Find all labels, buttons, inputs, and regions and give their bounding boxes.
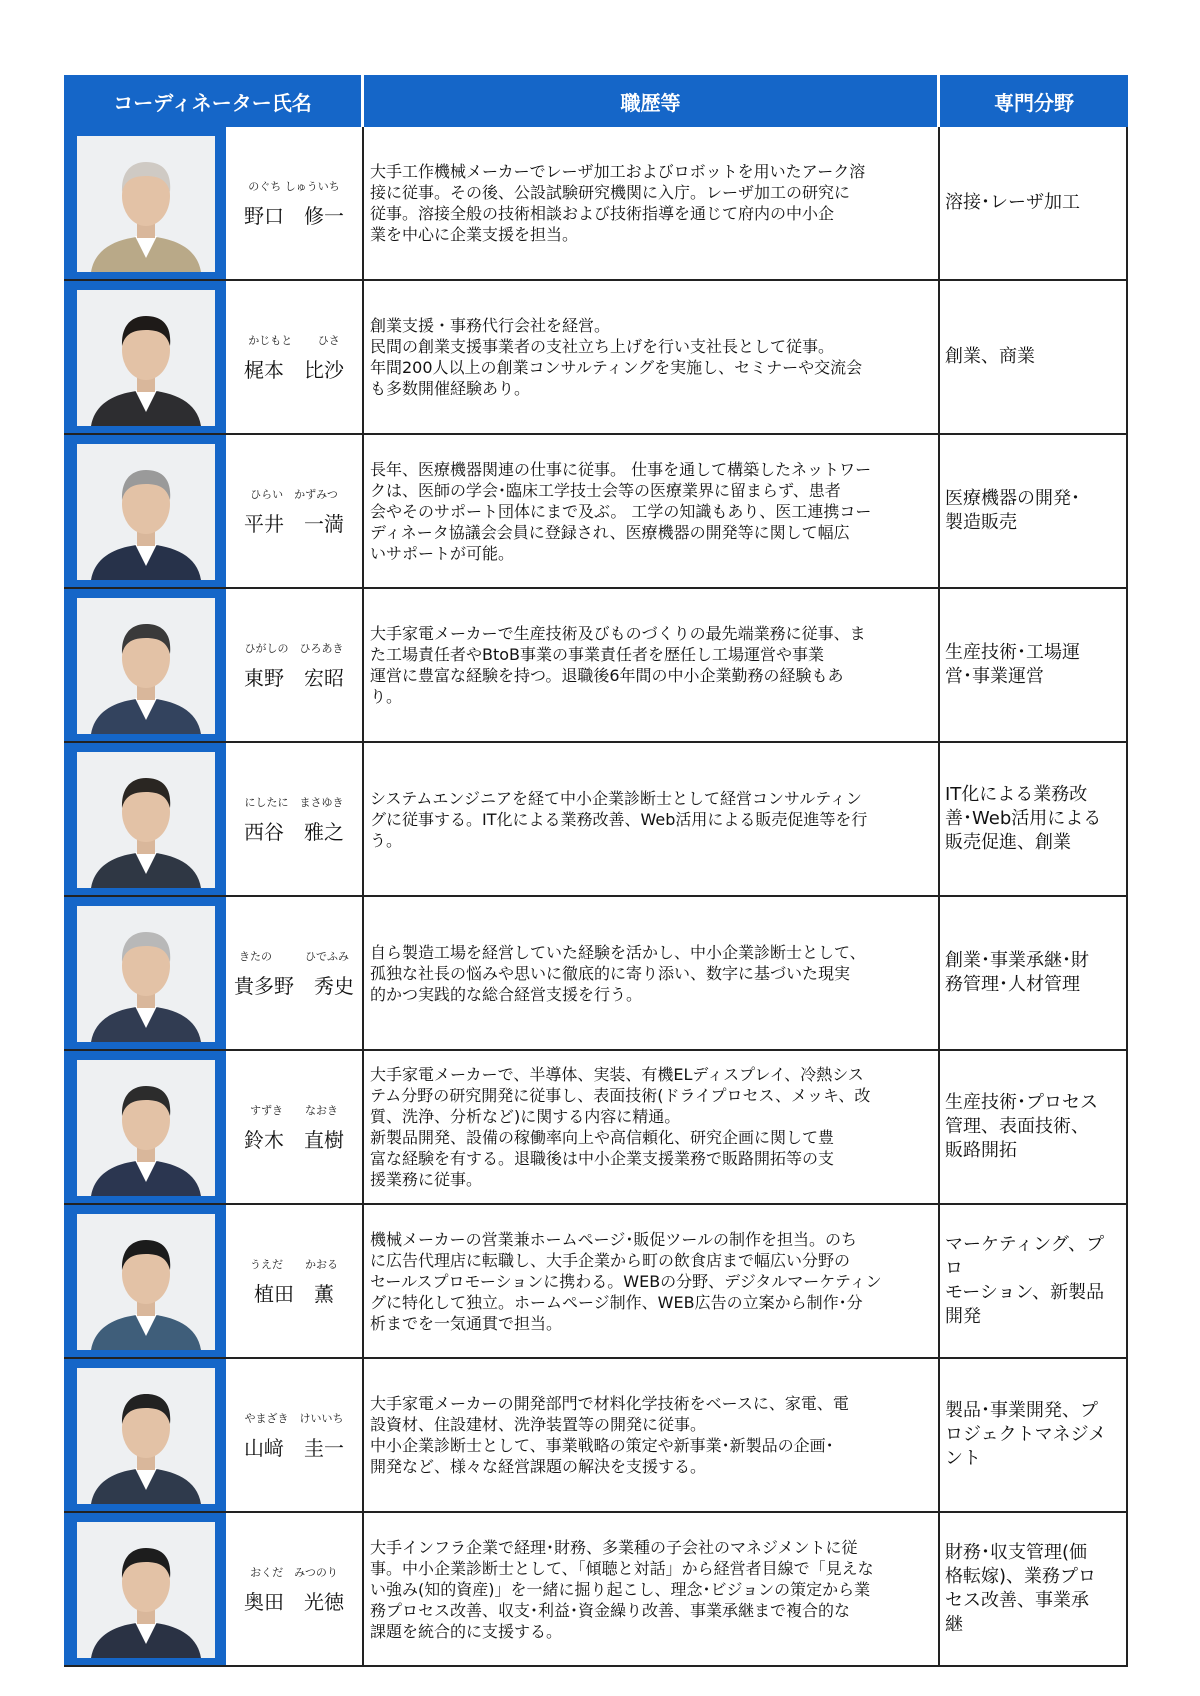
coordinator-name: 植田 薫 xyxy=(254,1281,334,1306)
name-cell xyxy=(226,1513,364,1665)
table-row xyxy=(64,1051,1128,1205)
portrait-photo xyxy=(77,136,215,272)
coordinator-name: 山﨑 圭一 xyxy=(244,1435,344,1460)
photo-cell xyxy=(64,1359,226,1511)
header-career: 職歴等 xyxy=(364,75,940,127)
portrait-photo xyxy=(77,906,215,1042)
specialty-field: 生産技術･プロセス 管理、表面技術、 販路開拓 xyxy=(940,1051,1128,1203)
name-reading: ひらい かずみつ xyxy=(250,487,338,501)
coordinator-table xyxy=(64,75,1128,1667)
coordinator-name: 西谷 雅之 xyxy=(244,819,344,844)
specialty-field: マーケティング、プロ モーション、新製品 開発 xyxy=(940,1205,1128,1357)
name-cell xyxy=(226,1359,364,1511)
person-icon xyxy=(77,1368,215,1504)
table-row xyxy=(64,281,1128,435)
header-name: コーディネーター氏名 xyxy=(64,75,364,127)
person-icon xyxy=(77,752,215,888)
specialty-field: 創業･事業承継･財 務管理･人材管理 xyxy=(940,897,1128,1049)
name-reading: おくだ みつのり xyxy=(250,1565,338,1579)
photo-cell xyxy=(64,1513,226,1665)
portrait-photo xyxy=(77,1522,215,1658)
person-icon xyxy=(77,598,215,734)
photo-cell xyxy=(64,127,226,279)
coordinator-name: 鈴木 直樹 xyxy=(244,1127,344,1152)
portrait-photo xyxy=(77,444,215,580)
person-icon xyxy=(77,1060,215,1196)
name-cell xyxy=(226,589,364,741)
table-row xyxy=(64,1513,1128,1667)
table-header xyxy=(64,75,1128,127)
career-description: 長年、医療機器関連の仕事に従事。 仕事を通して構築したネットワー クは、医師の学会･臨床工学技士会等の医療業界に留まらず、患者 会やそのサポート団体にまで及ぶ。 工学の知識もあり、医工連携コー ディネータ協議会会員に登録され、医療機器の開発等に関して幅広 いサポートが可能。 xyxy=(364,435,940,587)
name-cell xyxy=(226,281,364,433)
name-reading: のぐち しゅういち xyxy=(248,179,340,193)
coordinator-name: 平井 一満 xyxy=(244,511,344,536)
specialty-field: 生産技術･工場運 営･事業運営 xyxy=(940,589,1128,741)
name-reading: にしたに まさゆき xyxy=(244,795,344,809)
name-cell xyxy=(226,743,364,895)
person-icon xyxy=(77,1522,215,1658)
name-reading: ひがしの ひろあき xyxy=(244,641,344,655)
table-row xyxy=(64,589,1128,743)
name-reading: きたの ひでふみ xyxy=(239,949,349,963)
name-cell xyxy=(226,1205,364,1357)
table-row xyxy=(64,127,1128,281)
name-cell xyxy=(226,1051,364,1203)
specialty-field: 財務･収支管理(価 格転嫁)、業務プロ セス改善、事業承 継 xyxy=(940,1513,1128,1665)
header-field: 専門分野 xyxy=(940,75,1128,127)
table-row xyxy=(64,897,1128,1051)
specialty-field: 創業、商業 xyxy=(940,281,1128,433)
photo-cell xyxy=(64,743,226,895)
career-description: 大手インフラ企業で経理･財務、多業種の子会社のマネジメントに従 事。中小企業診断士として、「傾聴と対話」から経営者目線で「見えな い強み(知的資産)」を一緒に掘り起こし、理念･ビジョンの策定から業 務プロセス改善、収支･利益･資金繰り改善、事業承継まで複合的な 課題を統合的に支援する。 xyxy=(364,1513,940,1665)
photo-cell xyxy=(64,1051,226,1203)
specialty-field: 溶接･レーザ加工 xyxy=(940,127,1128,279)
career-description: 機械メーカーの営業兼ホームページ･販促ツールの制作を担当。のち に広告代理店に転職し、大手企業から町の飲食店まで幅広い分野の セールスプロモーションに携わる。WEBの分野、デジタルマーケティン グに特化して独立。ホームページ制作、WEB広告の立案から制作･分 析までを一気通貫で担当。 xyxy=(364,1205,940,1357)
name-cell xyxy=(226,435,364,587)
specialty-field: 製品･事業開発、プ ロジェクトマネジメント xyxy=(940,1359,1128,1511)
photo-cell xyxy=(64,589,226,741)
person-icon xyxy=(77,444,215,580)
table-row xyxy=(64,743,1128,897)
coordinator-name: 奥田 光徳 xyxy=(244,1589,344,1614)
name-cell xyxy=(226,897,364,1049)
person-icon xyxy=(77,906,215,1042)
coordinator-name: 梶本 比沙 xyxy=(244,357,344,382)
coordinator-name: 東野 宏昭 xyxy=(244,665,344,690)
career-description: システムエンジニアを経て中小企業診断士として経営コンサルティン グに従事する。IT化による業務改善、Web活用による販売促進等を行 う。 xyxy=(364,743,940,895)
photo-cell xyxy=(64,897,226,1049)
person-icon xyxy=(77,290,215,426)
person-icon xyxy=(77,1214,215,1350)
career-description: 大手家電メーカーで、半導体、実装、有機ELディスプレイ、冷熱シス テム分野の研究開発に従事し、表面技術(ドライプロセス、メッキ、改 質、洗浄、分析など)に関する内容に精通。 新製品開発、設備の稼働率向上や高信頼化、研究企画に関して豊 富な経験を有する。退職後は中小企業支援業務で販路開拓等の支 援業務に従事。 xyxy=(364,1051,940,1203)
table-row xyxy=(64,1359,1128,1513)
specialty-field: 医療機器の開発･ 製造販売 xyxy=(940,435,1128,587)
portrait-photo xyxy=(77,1060,215,1196)
career-description: 創業支援・事務代行会社を経営。 民間の創業支援事業者の支社立ち上げを行い支社長として従事。 年間200人以上の創業コンサルティングを実施し、セミナーや交流会 も多数開催経験あり。 xyxy=(364,281,940,433)
table-row xyxy=(64,1205,1128,1359)
portrait-photo xyxy=(77,598,215,734)
coordinator-name: 貴多野 秀史 xyxy=(234,973,354,998)
photo-cell xyxy=(64,435,226,587)
table-row xyxy=(64,435,1128,589)
specialty-field: IT化による業務改 善･Web活用による 販売促進、創業 xyxy=(940,743,1128,895)
portrait-photo xyxy=(77,1368,215,1504)
portrait-photo xyxy=(77,752,215,888)
career-description: 大手家電メーカーで生産技術及びものづくりの最先端業務に従事、ま た工場責任者やBtoB事業の事業責任者を歴任し工場運営や事業 運営に豊富な経験を持つ。退職後6年間の中小企業勤務の経験もあ り。 xyxy=(364,589,940,741)
name-reading: うえだ かおる xyxy=(250,1257,338,1271)
name-cell xyxy=(226,127,364,279)
portrait-photo xyxy=(77,290,215,426)
career-description: 大手工作機械メーカーでレーザ加工およびロボットを用いたアーク溶 接に従事。その後、公設試験研究機関に入庁。レーザ加工の研究に 従事。溶接全般の技術相談および技術指導を通じて府内の中小企 業を中心に企業支援を担当。 xyxy=(364,127,940,279)
name-reading: すずき なおき xyxy=(249,1103,339,1117)
name-reading: かじもと ひさ xyxy=(248,333,340,347)
coordinator-name: 野口 修一 xyxy=(244,203,344,228)
career-description: 大手家電メーカーの開発部門で材料化学技術をベースに、家電、電 設資材、住設建材、洗浄装置等の開発に従事。 中小企業診断士として、事業戦略の策定や新事業･新製品の企画･ 開発など、様々な経営課題の解決を支援する。 xyxy=(364,1359,940,1511)
career-description: 自ら製造工場を経営していた経験を活かし、中小企業診断士として、 孤独な社長の悩みや思いに徹底的に寄り添い、数字に基づいた現実 的かつ実践的な総合経営支援を行う。 xyxy=(364,897,940,1049)
name-reading: やまざき けいいち xyxy=(244,1411,344,1425)
photo-cell xyxy=(64,1205,226,1357)
photo-cell xyxy=(64,281,226,433)
person-icon xyxy=(77,136,215,272)
portrait-photo xyxy=(77,1214,215,1350)
table-body xyxy=(64,127,1128,1667)
